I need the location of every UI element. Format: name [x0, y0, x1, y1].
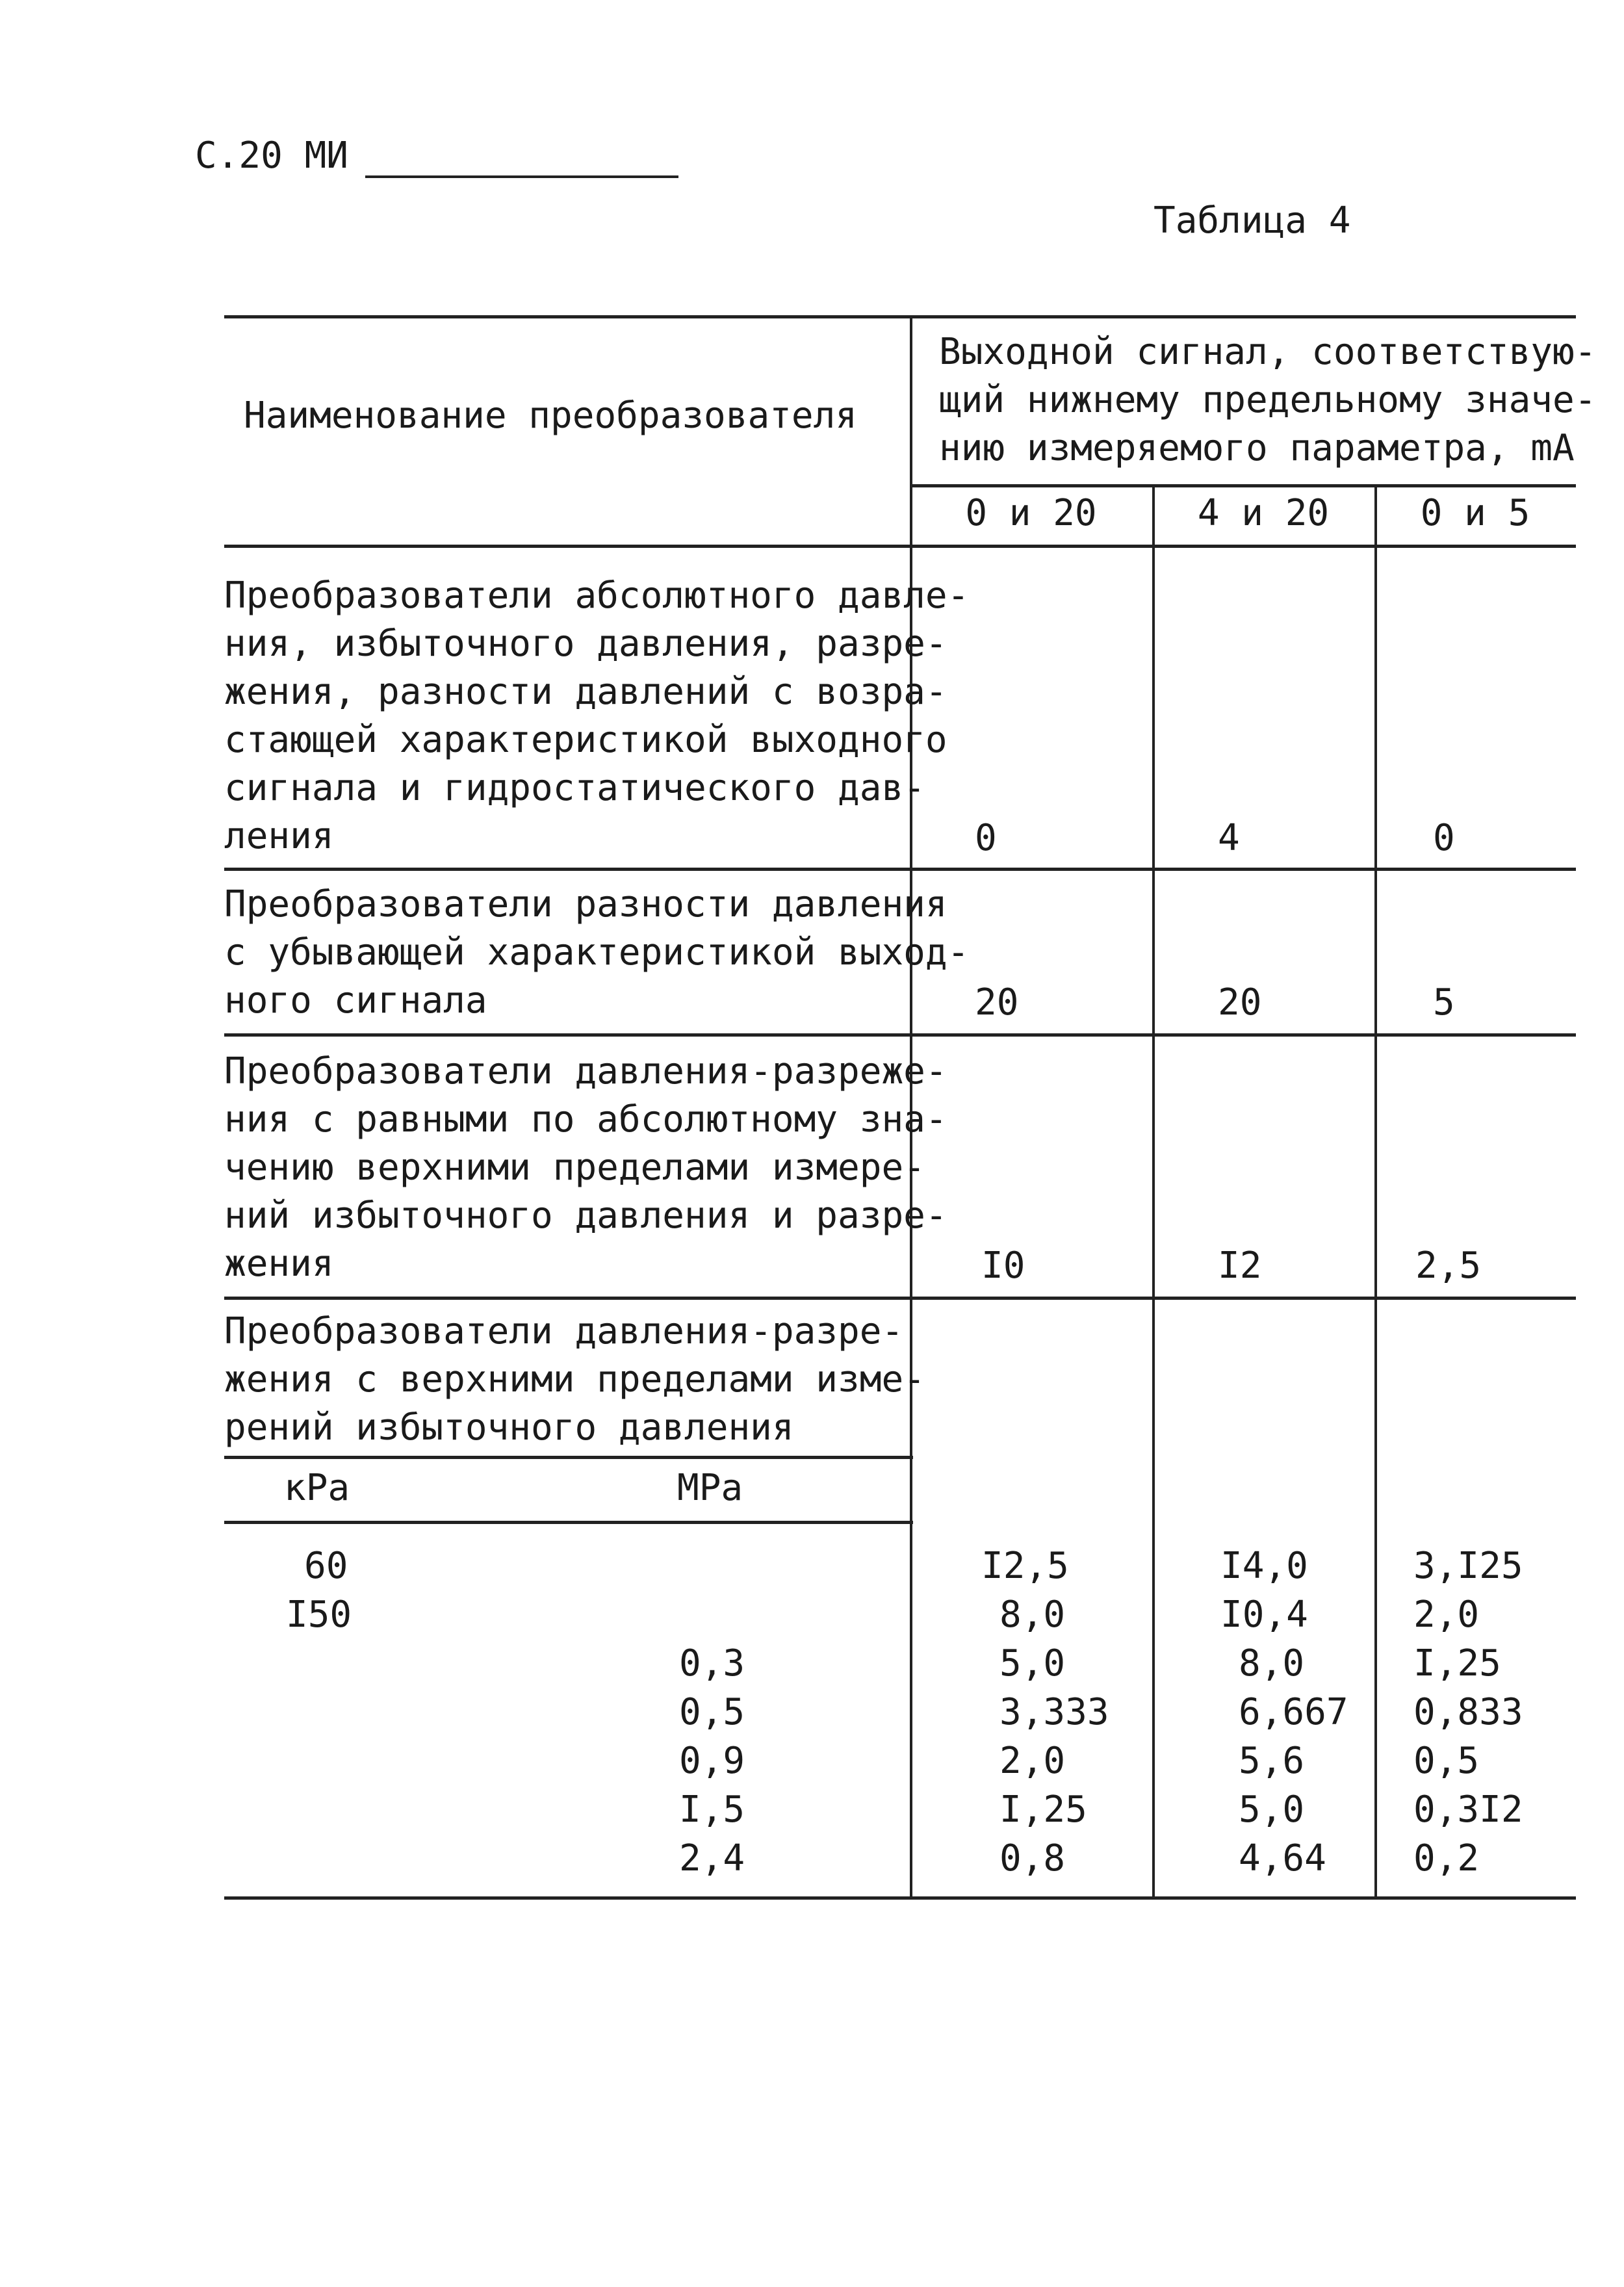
row2-bottom-rule — [224, 1033, 1576, 1037]
col2-divider — [1374, 484, 1377, 1898]
subrow-value-4-20: 4,64 — [1239, 1837, 1326, 1880]
subrow-value-0-5: 0,3I2 — [1413, 1789, 1523, 1831]
subrow-value-4-20: 6,667 — [1239, 1691, 1348, 1733]
subrow-value-0-5: 0,2 — [1413, 1837, 1480, 1880]
subrow-value-0-5: 2,0 — [1413, 1594, 1480, 1636]
subrow-kpa: I50 — [286, 1594, 352, 1636]
signal-column-header — [939, 328, 1596, 472]
row1-name — [224, 572, 969, 860]
row1-name-line: ния, избыточного давления, разре- — [224, 623, 947, 665]
range-header-0-5: 0 и 5 — [1420, 492, 1530, 534]
row1-name-line: жения, разности давлений с возра- — [224, 671, 947, 713]
row2-value-4-20: 20 — [1218, 981, 1262, 1024]
row2-name-line: с убывающей характеристикой выход- — [224, 931, 970, 974]
row1-name-line: стающей характеристикой выходного — [224, 719, 947, 761]
unit-kpa-header: кPa — [284, 1467, 350, 1509]
row2-name-line: Преобразователи разности давления — [224, 883, 947, 925]
row1-value-4-20: 4 — [1218, 817, 1240, 859]
subrow-value-4-20: I4,0 — [1220, 1545, 1308, 1587]
table-label: Таблица 4 — [1154, 200, 1351, 242]
doc-number-blank — [365, 175, 678, 178]
header-bottom-rule — [224, 545, 1576, 548]
row2-value-0-20: 20 — [975, 981, 1019, 1024]
subrow-value-4-20: 5,6 — [1239, 1740, 1305, 1782]
row3-name-line: Преобразователи давления-разреже- — [224, 1050, 947, 1092]
subrow-value-0-20: 8,0 — [999, 1594, 1066, 1636]
col1-divider — [1152, 484, 1155, 1898]
row2-name — [224, 881, 969, 1025]
table-bottom-rule — [224, 1896, 1576, 1900]
table-top-rule — [224, 315, 1576, 318]
row4-name-line: Преобразователи давления-разре- — [224, 1310, 904, 1352]
range-header-0-20: 0 и 20 — [965, 492, 1097, 534]
subrow-mpa: 2,4 — [679, 1837, 745, 1880]
subrow-value-0-20: 0,8 — [999, 1837, 1066, 1880]
row3-name — [224, 1048, 947, 1288]
row4-name-line: рений избыточного давления — [224, 1406, 794, 1449]
row3-name-line: ния с равными по абсолютному зна- — [224, 1098, 947, 1141]
row3-value-4-20: I2 — [1218, 1245, 1262, 1287]
subrow-value-0-20: 2,0 — [999, 1740, 1066, 1782]
subrow-value-0-5: 0,833 — [1413, 1691, 1523, 1733]
signal-header-line-3: нию измеряемого параметра, mA — [939, 427, 1575, 469]
signal-header-line-2: щий нижнему предельному значе- — [939, 379, 1597, 421]
subrow-mpa: 0,5 — [679, 1691, 745, 1733]
row1-value-0-20: 0 — [975, 817, 997, 859]
row4-name — [224, 1308, 925, 1452]
unit-mpa-header: MPa — [677, 1467, 743, 1509]
row3-bottom-rule — [224, 1297, 1576, 1300]
subrow-value-4-20: 5,0 — [1239, 1789, 1305, 1831]
header-mid-rule — [910, 484, 1576, 487]
subrow-mpa: 0,3 — [679, 1642, 745, 1685]
units-bottom-rule — [224, 1521, 913, 1524]
row3-name-line: жения — [224, 1243, 334, 1285]
row4-name-line: жения с верхними пределами изме- — [224, 1358, 925, 1401]
row1-name-line: Преобразователи абсолютного давле- — [224, 575, 970, 617]
row3-value-0-5: 2,5 — [1415, 1245, 1482, 1287]
subrow-mpa: I,5 — [679, 1789, 745, 1831]
row2-value-0-5: 5 — [1433, 981, 1455, 1024]
subrow-value-0-5: I,25 — [1413, 1642, 1501, 1685]
subrow-value-4-20: I0,4 — [1220, 1594, 1308, 1636]
page-ref: С.20 МИ — [195, 135, 349, 177]
subrow-value-4-20: 8,0 — [1239, 1642, 1305, 1685]
subrow-value-0-5: 0,5 — [1413, 1740, 1480, 1782]
row1-value-0-5: 0 — [1433, 817, 1455, 859]
units-top-rule — [224, 1456, 913, 1459]
row3-name-line: ний избыточного давления и разре- — [224, 1195, 947, 1237]
row1-name-line: ления — [224, 815, 334, 857]
subrow-kpa: 60 — [304, 1545, 348, 1587]
subrow-value-0-20: 5,0 — [999, 1642, 1066, 1685]
subrow-value-0-20: I2,5 — [981, 1545, 1069, 1587]
row3-value-0-20: I0 — [981, 1245, 1025, 1287]
signal-header-line-1: Выходной сигнал, соответствую- — [939, 331, 1597, 373]
subrow-value-0-5: 3,I25 — [1413, 1545, 1523, 1587]
subrow-value-0-20: I,25 — [999, 1789, 1087, 1831]
range-header-4-20: 4 и 20 — [1197, 492, 1330, 534]
subrow-mpa: 0,9 — [679, 1740, 745, 1782]
row1-name-line: сигнала и гидростатического дав- — [224, 767, 925, 809]
subrow-value-0-20: 3,333 — [999, 1691, 1109, 1733]
row3-name-line: чению верхними пределами измере- — [224, 1146, 925, 1189]
row2-name-line: ного сигнала — [224, 979, 487, 1022]
row1-bottom-rule — [224, 868, 1576, 871]
name-column-header: Наименование преобразователя — [244, 394, 858, 437]
